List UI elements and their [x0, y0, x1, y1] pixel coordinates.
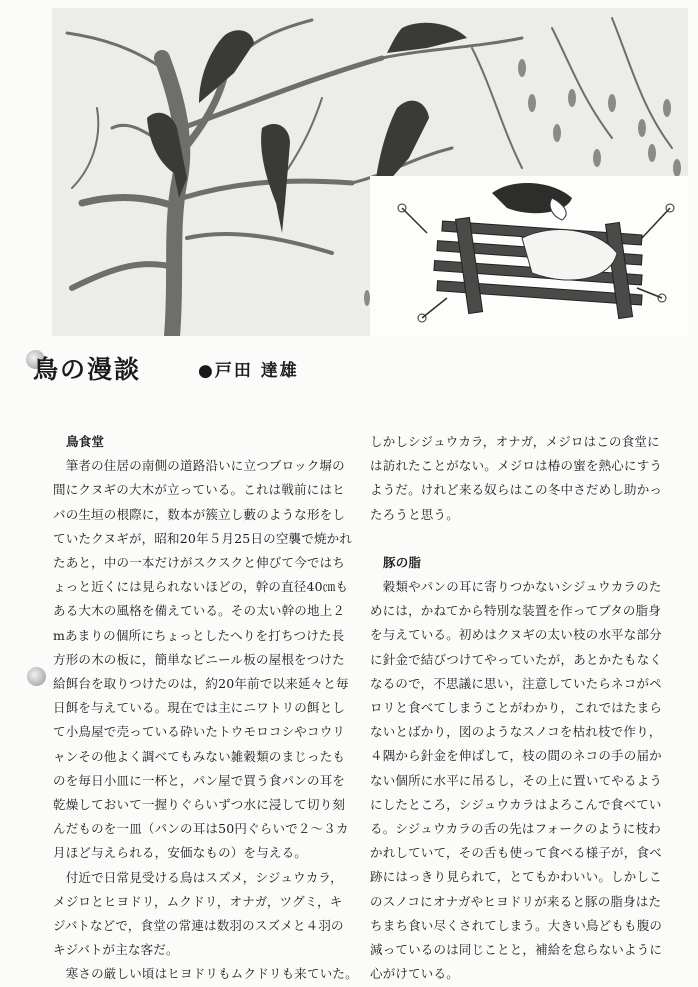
text-line: 穀類やパンの耳に寄りつかないシジュウカラのた [370, 579, 662, 595]
text-line: ょっと近くには見られないほどの，幹の直径40㎝も [53, 579, 349, 595]
paragraph-gap [370, 527, 660, 551]
text-line: 乾燥しておいて一握りぐらいずつ水に浸して切り刻 [53, 797, 346, 813]
text-line: ないとばかり，図のようなスノコを枯れ枝で作り， [370, 724, 662, 740]
text-line: 心がけている。 [370, 966, 459, 982]
section-heading: 鳥食堂 [66, 434, 105, 449]
text-line: にしたところ，シジュウカラはよろこんで食べてい [370, 796, 662, 812]
text-line: のスノコにオナガやヒヨドリが来ると豚の脂身はた [370, 893, 662, 909]
text-line: のを毎日小皿に一杯と，パン屋で買う食パンの耳を [53, 772, 346, 788]
text-line: ャンその他よく調べてもみない雑穀類のまじったも [53, 748, 346, 764]
text-line: めには，かねてから特別な装置を作ってブタの脂身 [370, 603, 661, 619]
text-line: キジバトが主な客だ。 [53, 942, 179, 958]
text-line: 跡にはっきり見られて，とてもかわいい。しかしこ [370, 869, 662, 885]
article-title: 鳥の漫談 [33, 355, 142, 384]
text-line: んだものを一皿（パンの耳は50円ぐらいで２～３カ [53, 821, 349, 837]
text-line: ちまち食い尽くされてしまう。大きい鳥どもも腹の [370, 917, 663, 933]
article-author: ●戸田 達雄 [198, 361, 299, 381]
text-line: たあと，中の一本だけがスクスクと伸びて今ではち [53, 555, 345, 571]
text-line: 付近で日常見受ける鳥はスズメ，シジュウカラ， [53, 869, 343, 885]
text-line: ４隅から針金を伸ばして，枝の間のネコの手の届か [370, 748, 662, 764]
text-line: 日餌を与えている。現在では主にニワトリの餌とし [53, 700, 346, 716]
text-line: 月ほど与えられる，安価なもの）を与える。 [53, 845, 308, 861]
text-line: 方形の木の板に，簡単なビニール板の屋根をつけた [53, 651, 345, 667]
text-line: ようだ。けれど来る奴らはこの冬中さだめし助かっ [370, 482, 663, 498]
text-line: なるので，不思議に思い，注意していたらネコがペ [370, 675, 662, 691]
text-line: かれしていて，その舌も使って食べる様子が，食べ [370, 845, 662, 861]
text-line: て小鳥屋で売っている砕いたトウモロコシやコウリ [53, 724, 346, 740]
text-line: 筆者の住居の南側の道路沿いに立つブロック塀の [53, 458, 345, 474]
text-line: ジバトなどで，食堂の常連は数羽のスズメと４羽の [53, 918, 344, 934]
left-column [53, 430, 358, 987]
feeder-inset [370, 176, 688, 336]
text-line: ていたクヌギが，昭和20年５月25日の空襲で焼かれ [53, 530, 353, 546]
text-line: に針金で結びつけてやっていたが，あとかたもなく [370, 651, 663, 667]
binder-hole-icon [27, 667, 46, 686]
text-line: は訪れたことがない。メジロは椿の蜜を熱心にすう [370, 458, 663, 474]
text-line: 給餌台を取りつけたのは，約20年前で以来延々と毎 [53, 676, 349, 692]
text-line: mあまりの個所にちょっとしたへりを打ちつけた長 [53, 627, 345, 643]
text-line: ある大木の風格を備えている。その太い幹の地上２ [53, 603, 346, 619]
text-line: しかしシジュウカラ，オナガ，メジロはこの食堂に [370, 434, 660, 449]
text-line: を与えている。初めはクヌギの太い枝の水平な部分 [370, 627, 662, 643]
text-line: たろうと思う。 [370, 506, 459, 522]
text-line: 間にクヌギの大木が立っている。これは戦前にはヒ [53, 482, 345, 498]
text-line: 寒さの厳しい頃はヒヨドリもムクドリも来ていた。 [53, 966, 358, 982]
text-line: ない個所に水平に吊るし，その上に置いてやるよう [370, 772, 663, 788]
text-line: る。シジュウカラの舌の先はフォークのように枝わ [370, 821, 661, 837]
text-line: ロリと食べてしまうことがわかり，これではたまら [370, 700, 663, 716]
text-line: 減っているのは同じことと，補給を怠らないように [370, 942, 663, 958]
right-column [370, 430, 663, 986]
section-heading: 豚の脂 [383, 554, 422, 570]
illustration [52, 8, 688, 336]
text-line: バの生垣の根際に，数本が簇立し藪のような形をし [53, 506, 346, 522]
text-line: メジロとヒヨドリ，ムクドリ，オナガ，ツグミ，キ [53, 893, 343, 909]
